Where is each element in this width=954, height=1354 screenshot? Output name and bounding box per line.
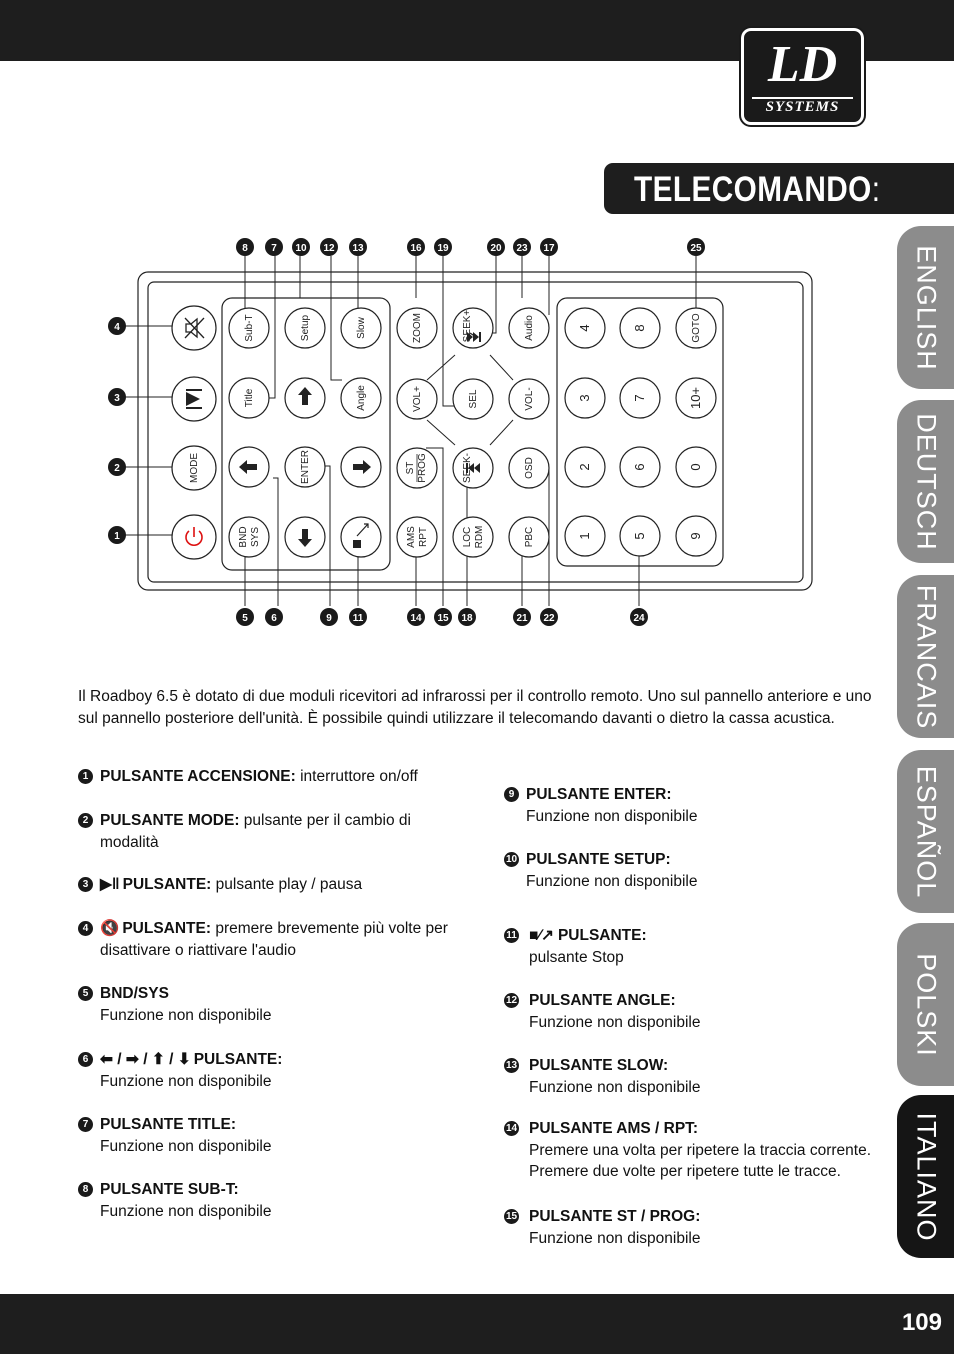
label-key-3: 3: [577, 394, 592, 402]
label-enter: ENTER: [300, 450, 311, 484]
callouts-bottom: [236, 608, 648, 626]
callout-3: 3: [114, 393, 120, 404]
callout-23: 23: [516, 243, 528, 254]
label-sub-t: Sub-T: [244, 314, 255, 342]
callout-17: 17: [543, 243, 555, 254]
label-goto: GOTO: [691, 313, 702, 343]
item-4: 4 🔇 PULSANTE: premere brevemente più volte per disattivare o riattivare l'audio: [78, 918, 448, 961]
label-loc: LOC: [462, 526, 473, 548]
callout-7: 7: [271, 243, 277, 254]
play-pause-icon: ▶‖: [100, 876, 120, 893]
callout-1: 1: [114, 531, 120, 542]
item-12: 12 PULSANTE ANGLE: Funzione non disponibile: [505, 992, 701, 1031]
item-11: 11 ■∕↗ PULSANTE: pulsante Stop: [504, 925, 884, 968]
callout-4: 4: [114, 322, 120, 333]
item-15: 15 PULSANTE ST / PROG: Funzione non disponibile: [505, 1208, 701, 1247]
arrow-keys-icon: ⬅ / ➡ / ⬆ / ⬇: [100, 1051, 191, 1068]
stop-icon: [353, 540, 361, 548]
label-title: Title: [244, 388, 255, 408]
callouts-top: [236, 238, 705, 256]
callout-19: 19: [437, 243, 449, 254]
intro-paragraph: Il Roadboy 6.5 è dotato di due moduli ricevitori ad infrarossi per il controllo remoto. Uno sul pannello anteriore e uno sul pannello posteriore dell'unità. È possibile quindi utilizzare il telecomando davanti o dietro la cassa acustica.: [78, 688, 872, 727]
tab-francais[interactable]: FRANCAIS: [897, 575, 954, 738]
logo-main: LD: [767, 36, 838, 93]
label-bnd: BND: [238, 526, 249, 548]
bottom-bar: [0, 1294, 954, 1354]
callout-22: 22: [543, 613, 555, 624]
label-key-0: 0: [688, 463, 703, 471]
callout-5: 5: [242, 613, 248, 624]
callout-25: 25: [690, 243, 702, 254]
label-pbc: PBC: [524, 526, 535, 548]
label-slow: Slow: [356, 317, 367, 339]
stop-icon: ■∕↗: [529, 927, 554, 944]
item-6: 6 ⬅ / ➡ / ⬆ / ⬇ PULSANTE: Funzione non disponibile: [78, 1049, 438, 1092]
tab-italiano[interactable]: ITALIANO: [897, 1095, 954, 1258]
item-7: 7 PULSANTE TITLE: Funzione non disponibile: [78, 1114, 438, 1157]
callout-18: 18: [461, 613, 473, 624]
callouts-left: [108, 317, 126, 544]
callout-20: 20: [490, 243, 502, 254]
ams-rpt-button: [397, 517, 437, 557]
label-prog: PROG: [417, 453, 428, 483]
title-suffix: :: [871, 170, 881, 209]
item-9: 9 PULSANTE ENTER: Funzione non disponibile: [504, 784, 884, 827]
callout-14: 14: [410, 613, 422, 624]
label-key-7: 7: [632, 394, 647, 402]
label-osd: OSD: [524, 457, 535, 479]
label-seek-minus: SEEK-: [462, 452, 473, 484]
label-rpt: RPT: [418, 527, 429, 547]
tab-espanol[interactable]: ESPAÑOL: [897, 750, 954, 913]
item-5: 5 BND/SYS Funzione non disponibile: [78, 983, 438, 1026]
stop-button: [341, 517, 381, 557]
item-13: 13 PULSANTE SLOW: Funzione non disponibile: [505, 1057, 701, 1096]
callout-2: 2: [114, 463, 120, 474]
item-1: 1 PULSANTE ACCENSIONE: interruttore on/off: [78, 766, 438, 788]
tab-deutsch[interactable]: DEUTSCH: [897, 400, 954, 563]
label-audio: Audio: [524, 315, 535, 341]
label-rdm: RDM: [474, 525, 485, 549]
callout-15: 15: [437, 613, 449, 624]
label-vol-plus: VOL+: [412, 386, 423, 412]
label-angle: Angle: [356, 385, 367, 411]
label-key-4: 4: [577, 324, 592, 332]
callout-10: 10: [295, 243, 307, 254]
title-main: TELECOMANDO: [634, 170, 872, 209]
label-key-5: 5: [632, 532, 647, 540]
label-ams: AMS: [406, 526, 417, 548]
callout-8: 8: [242, 243, 248, 254]
label-key-1: 1: [577, 532, 592, 540]
label-st: ST: [405, 461, 416, 475]
label-sys: SYS: [250, 526, 261, 548]
label-vol-minus: VOL-: [524, 387, 535, 411]
label-key-8: 8: [632, 324, 647, 332]
tab-english[interactable]: ENGLISH: [897, 226, 954, 389]
loc-rdm-button: [453, 517, 493, 557]
tab-polski[interactable]: POLSKI: [897, 923, 954, 1086]
callout-11: 11: [352, 613, 364, 624]
item-3: 3 ▶‖ PULSANTE: pulsante play / pausa: [78, 874, 438, 896]
label-setup: Setup: [300, 314, 311, 342]
label-key-10-plus: 10+: [688, 386, 703, 410]
item-10: 10 PULSANTE SETUP: Funzione non disponibile: [505, 851, 698, 890]
callout-21: 21: [516, 613, 528, 624]
item-8: 8 PULSANTE SUB-T: Funzione non disponibile: [78, 1179, 438, 1222]
callout-24: 24: [633, 613, 645, 624]
callout-16: 16: [410, 243, 422, 254]
label-mode: MODE: [189, 453, 200, 483]
label-zoom: ZOOM: [412, 313, 423, 343]
bnd-sys-button: [229, 517, 269, 557]
page-number: 109: [901, 1309, 942, 1336]
label-seek-plus: SEEK+: [462, 309, 473, 343]
callout-13: 13: [352, 243, 364, 254]
label-key-9: 9: [688, 532, 703, 540]
logo-sub: SYSTEMS: [752, 97, 853, 116]
label-key-2: 2: [577, 463, 592, 471]
callout-6: 6: [271, 613, 277, 624]
callout-12: 12: [323, 243, 335, 254]
item-2: 2 PULSANTE MODE: pulsante per il cambio di modalità: [78, 810, 438, 853]
label-sel: SEL: [468, 389, 479, 409]
item-14: 14 PULSANTE AMS / RPT: Premere una volta per ripetere la traccia corrente. Premere due volte per ripetere tutte le tracce.: [505, 1120, 872, 1180]
label-key-6: 6: [632, 463, 647, 471]
callout-9: 9: [326, 613, 332, 624]
mute-icon: 🔇: [100, 920, 120, 937]
